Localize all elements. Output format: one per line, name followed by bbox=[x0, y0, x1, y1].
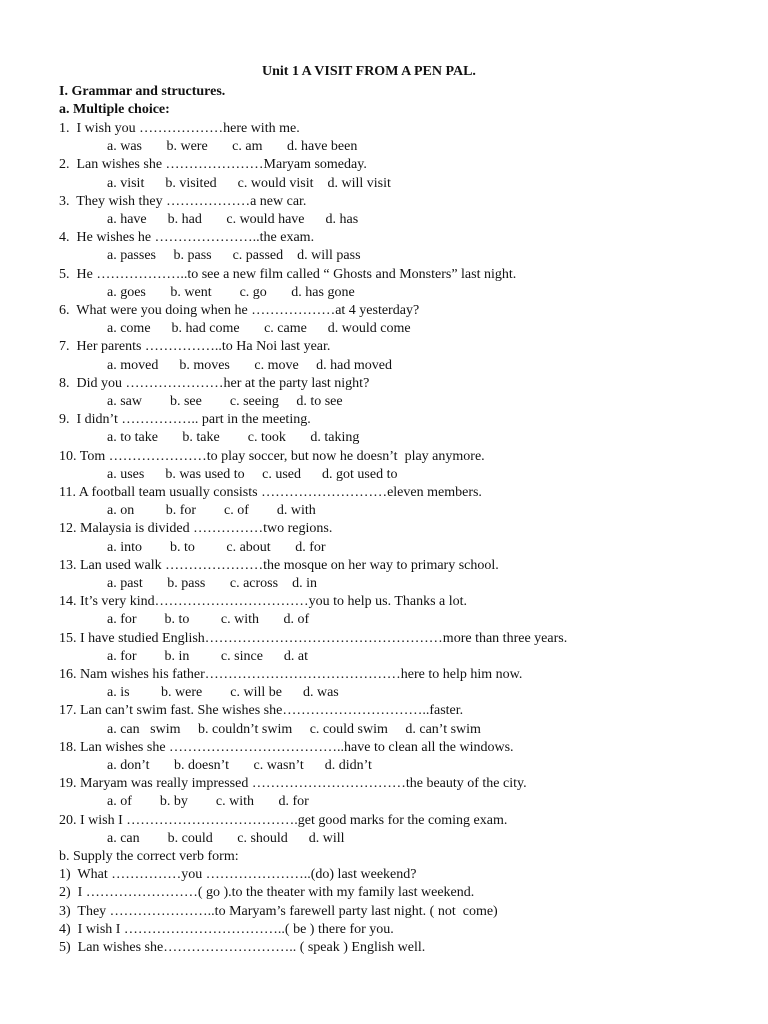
question-text: 14. It’s very kind……………………………you to help us. Thanks a lot. bbox=[59, 594, 468, 610]
question-options: a. can b. could c. should d. will bbox=[107, 830, 345, 846]
fill-item: 1) What ……………you …………………..(do) last weekend? bbox=[59, 867, 417, 883]
part-a-heading: a. Multiple choice: bbox=[59, 102, 170, 117]
question-text: 18. Lan wishes she ………………………………..have to clean all the windows. bbox=[59, 739, 514, 755]
question-options: a. past b. pass c. across d. in bbox=[107, 576, 317, 591]
question-text: 9. I didn’t …………….. part in the meeting. bbox=[59, 412, 311, 428]
question-options: a. passes b. pass c. passed d. will pass bbox=[107, 248, 361, 264]
question-text: 11. A football team usually consists ………………………eleven members. bbox=[59, 485, 482, 500]
question-options: a. visit b. visited c. would visit d. will visit bbox=[107, 175, 391, 191]
question-options: a. uses b. was used to c. used d. got used to bbox=[107, 466, 398, 482]
question-options: a. for b. in c. since d. at bbox=[107, 648, 309, 664]
question-options: a. into b. to c. about d. for bbox=[107, 539, 326, 555]
question-text: 12. Malaysia is divided ……………two regions. bbox=[59, 521, 333, 537]
question-text: 17. Lan can’t swim fast. She wishes she…………………………..faster. bbox=[59, 703, 464, 719]
question-text: 2. Lan wishes she …………………Maryam someday. bbox=[59, 157, 367, 173]
question-text: 8. Did you …………………her at the party last night? bbox=[59, 375, 370, 391]
question-options: a. goes b. went c. go d. has gone bbox=[107, 284, 355, 300]
fill-item: 3) They …………………..to Maryam’s farewell party last night. ( not come) bbox=[59, 903, 498, 919]
question-options: a. on b. for c. of d. with bbox=[107, 503, 316, 519]
question-text: 1. I wish you ………………here with me. bbox=[59, 121, 300, 136]
question-options: a. come b. had come c. came d. would come bbox=[107, 321, 411, 337]
question-options: a. saw b. see c. seeing d. to see bbox=[107, 394, 343, 409]
question-text: 16. Nam wishes his father……………………………………here to help him now. bbox=[59, 667, 523, 682]
fill-item: 2) I ……………………( go ).to the theater with my family last weekend. bbox=[59, 885, 475, 901]
question-options: a. is b. were c. will be d. was bbox=[107, 685, 339, 701]
question-options: a. for b. to c. with d. of bbox=[107, 612, 310, 628]
question-text: 13. Lan used walk …………………the mosque on her way to primary school. bbox=[59, 557, 499, 573]
question-options: a. moved b. moves c. move d. had moved bbox=[107, 357, 393, 373]
question-options: a. can swim b. couldn’t swim c. could swim d. can’t swim bbox=[107, 721, 481, 737]
fill-item: 5) Lan wishes she……………………….. ( speak ) English well. bbox=[59, 940, 426, 955]
question-text: 5. He ………………..to see a new film called “ Ghosts and Monsters” last night. bbox=[59, 266, 517, 282]
question-text: 6. What were you doing when he ………………at 4 yesterday? bbox=[59, 303, 420, 318]
question-options: a. don’t b. doesn’t c. wasn’t d. didn’t bbox=[107, 758, 372, 773]
question-text: 4. He wishes he …………………..the exam. bbox=[59, 230, 315, 246]
section-heading: I. Grammar and structures. bbox=[59, 84, 226, 99]
question-options: a. to take b. take c. took d. taking bbox=[107, 430, 360, 446]
question-options: a. of b. by c. with d. for bbox=[107, 794, 309, 810]
question-options: a. was b. were c. am d. have been bbox=[107, 139, 358, 155]
fill-item: 4) I wish I ……………………………..( be ) there for you. bbox=[59, 921, 394, 937]
page-title: Unit 1 A VISIT FROM A PEN PAL. bbox=[262, 64, 476, 79]
question-text: 10. Tom …………………to play soccer, but now he doesn’t play anymore. bbox=[59, 448, 485, 464]
question-options: a. have b. had c. would have d. has bbox=[107, 212, 359, 227]
question-text: 15. I have studied English……………………………………………more than three years. bbox=[59, 630, 568, 646]
question-text: 20. I wish I ……………………………….get good marks for the coming exam. bbox=[59, 812, 508, 828]
question-text: 19. Maryam was really impressed ……………………………the beauty of the city. bbox=[59, 776, 527, 792]
part-b-heading: b. Supply the correct verb form: bbox=[59, 849, 239, 864]
question-text: 7. Her parents ……………..to Ha Noi last year. bbox=[59, 339, 331, 355]
question-text: 3. They wish they ………………a new car. bbox=[59, 193, 307, 209]
